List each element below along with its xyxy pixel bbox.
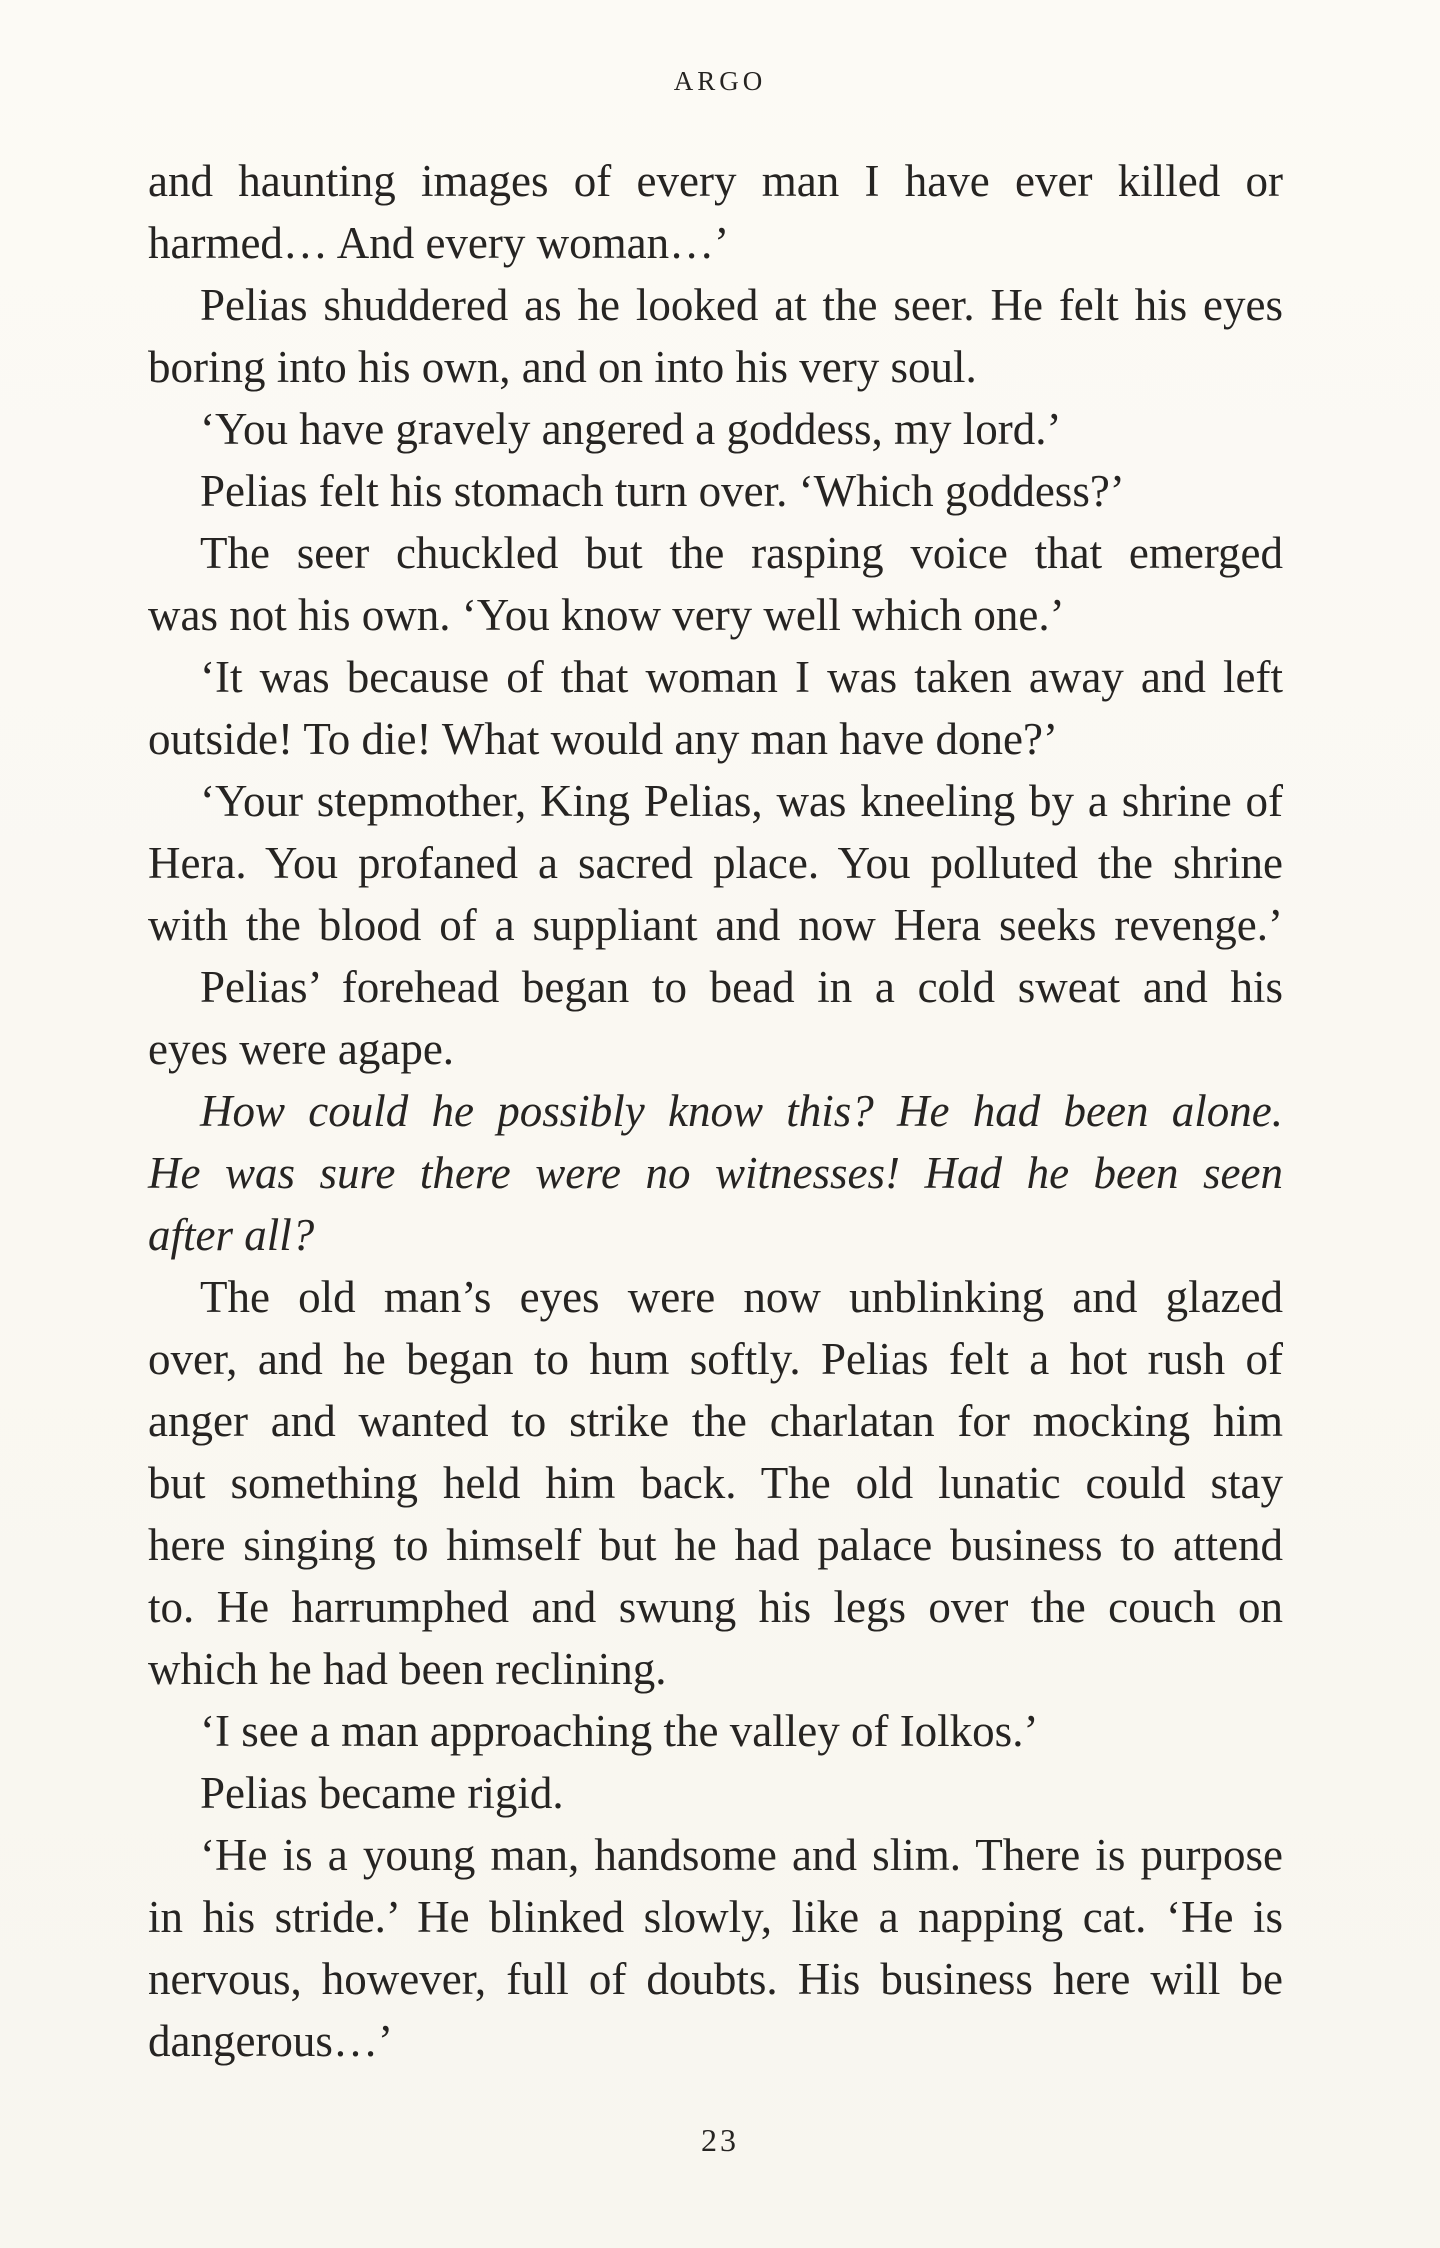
text-line: Pelias became rigid. <box>200 1768 564 1818</box>
text-line: boring into his own, and on into his very soul. <box>148 342 977 392</box>
text-line: The old man’s eyes were now unblinking and glazed <box>200 1272 1283 1322</box>
text-line: nervous, however, full of doubts. His business here will be <box>148 1954 1283 2004</box>
text-line: The seer chuckled but the rasping voice that emerged <box>200 528 1283 578</box>
text-line: ‘I see a man approaching the valley of Iolkos.’ <box>200 1706 1039 1756</box>
text-line-italic: How could he possibly know this? He had been alone. <box>200 1086 1283 1136</box>
text-line: dangerous…’ <box>148 2016 393 2066</box>
text-line-italic: He was sure there were no witnesses! Had he been seen <box>148 1148 1283 1198</box>
text-line: ‘Your stepmother, King Pelias, was kneeling by a shrine of <box>200 776 1283 826</box>
text-line: but something held him back. The old lunatic could stay <box>148 1458 1283 1508</box>
text-line: Pelias’ forehead began to bead in a cold sweat and his <box>200 962 1283 1012</box>
page-number: 23 <box>701 2122 739 2158</box>
text-line: Hera. You profaned a sacred place. You polluted the shrine <box>148 838 1283 888</box>
text-line: Pelias felt his stomach turn over. ‘Which goddess?’ <box>200 466 1125 516</box>
text-line: to. He harrumphed and swung his legs over the couch on <box>148 1582 1283 1632</box>
text-line: harmed… And every woman…’ <box>148 218 730 268</box>
body-text <box>148 150 1283 2072</box>
text-line: Pelias shuddered as he looked at the seer. He felt his eyes <box>200 280 1283 330</box>
text-line-italic: after all? <box>148 1210 315 1260</box>
text-line: here singing to himself but he had palace business to attend <box>148 1520 1283 1570</box>
text-line: ‘He is a young man, handsome and slim. There is purpose <box>200 1830 1283 1880</box>
text-line: was not his own. ‘You know very well which one.’ <box>148 590 1065 640</box>
text-line: in his stride.’ He blinked slowly, like a napping cat. ‘He is <box>148 1892 1283 1942</box>
text-line: which he had been reclining. <box>148 1644 667 1694</box>
text-line: outside! To die! What would any man have done?’ <box>148 714 1058 764</box>
text-line: anger and wanted to strike the charlatan for mocking him <box>148 1396 1283 1446</box>
running-head: ARGO <box>673 66 767 96</box>
text-line: ‘You have gravely angered a goddess, my lord.’ <box>200 404 1062 454</box>
text-line: eyes were agape. <box>148 1024 455 1074</box>
text-line: ‘It was because of that woman I was taken away and left <box>200 652 1283 702</box>
text-line: and haunting images of every man I have ever killed or <box>148 156 1283 206</box>
text-line: with the blood of a suppliant and now Hera seeks revenge.’ <box>148 900 1283 950</box>
text-line: over, and he began to hum softly. Pelias felt a hot rush of <box>148 1334 1283 1384</box>
